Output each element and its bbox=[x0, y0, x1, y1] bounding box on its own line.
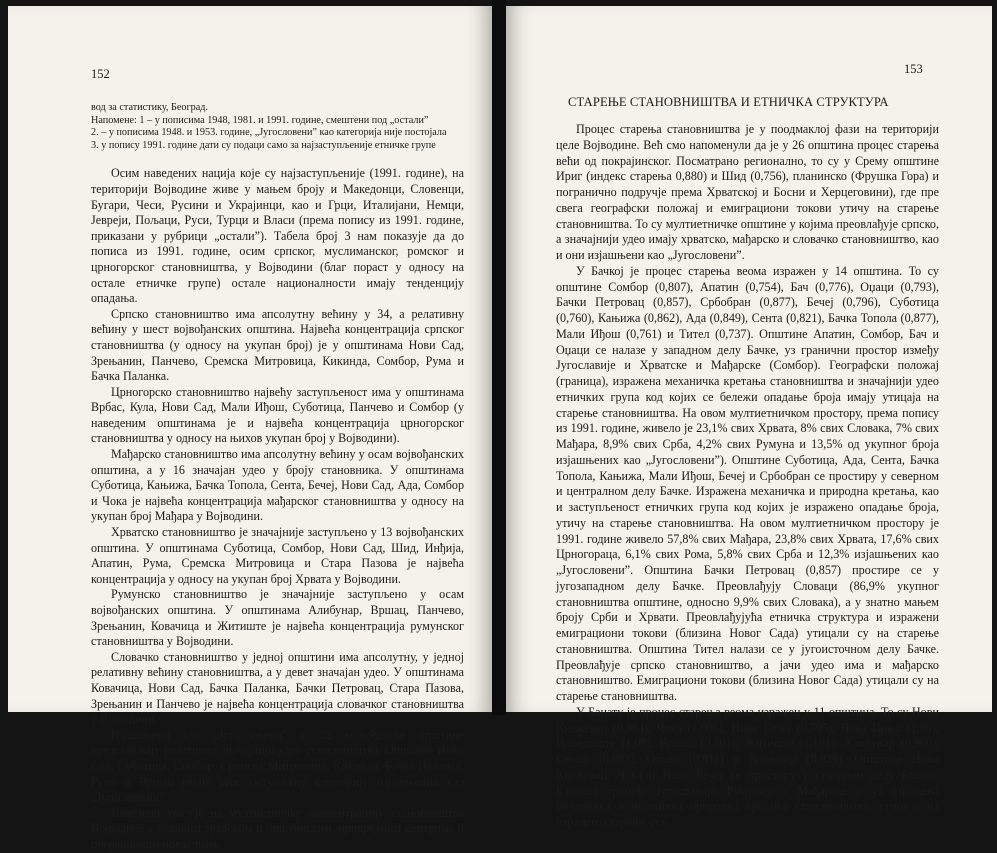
paragraph: Осим наведених нација које су најзаступљеније (1991. године), на територији Војводине живе у мањем броју и Македонци, Словенци, Бугари, Чеси, Русини и Украјинци, као и Грци, Италијани, Немци, Јевреји, Пољаци, Руси, Турци и Власи (према попису из 1991. године, приказани у рубрици „остали”). Табела број 3 нам показује да до пописа из 1991. године, осим српског, муслиманског, ромског и црногорског становништва, у Војводини (благ пораст у односу на остале етничке групе) остале националности имају тенденцију опадања. bbox=[91, 166, 464, 306]
paragraph: Словачко становништво у једној општини има апсолутну, у једној релативну већину становништва, а у девет значајан удео. У општинама Ковачица, Нови Сад, Бачка Паланка, Бачки Петровац, Стара Пазова, Зрењанин и Панчево је највећа концентрација словачког становништва у Војводини. bbox=[91, 649, 464, 727]
paragraph: Српско становништво има апсолутну већину у 34, а релативну већину у шест војвођанских општина. Највећа концентрација српског становништва (у односу на укупан број) је у општинама Нови Сад, Зрењанин, Панчево, Сремска Митровица, Кикинда, Сомбор, Рума и Бачка Паланка. bbox=[91, 306, 464, 384]
note-line: вод за статистику, Београд. bbox=[91, 102, 209, 113]
paragraph: Црногорско становништво највећу заступљеност има у општинама Врбас, Кула, Нови Сад, Мали Иђош, Суботица, Панчево и Сомбор (у наведеним општинама је и највећа концентрација црногорског становништва у односу на њихов укупан број у Војводини). bbox=[91, 384, 464, 446]
paragraph: Процес старења становништва је у поодмаклој фази на територији целе Војводине. Већ смо напоменули да је у 26 општина процес старења већи од покрајинског. Посматрано регионално, то су у Срему општине Ириг (индекс старења 0,880) и Шид (0,756), планинско (Фрушка Гора) и погранично подручје према Хрватској и Босни и Херцеговини), где пре свега географски положај и емиграциони токови утичу на старење становништва. То су мултиетничке општине у којима преовлађује српско, а значајнији удео имају хрватско, мађарско и словачко становништво, као и они изјашњени као „Југословени”. bbox=[556, 122, 939, 262]
paragraph: У Бачкој је процес старења веома изражен у 14 општина. То су општине Сомбор (0,807), Апатин (0,754), Бач (0,776), Оџаци (0,793), Бачки Петровац (0,857), Србобран (0,877), Бечеј (0,796), Суботица (0,760), Кањижа (0,862), Ада (0,849), Сента (0,821), Бачка Топола (0,877), Мали Иђош (0,761) и Тител (0,737). Општине Апатин, Сомбор, Бач и Оџаци се налазе у западном делу Бачке, уз гранични простор између Југославије и Хрватске и Мађарске (Сомбор). Географски положај (граница), изражена механичка кретања становништва и значајнији удео етничких група код којих се бележи опадање броја имају утицаја на старење становништва. На овом мултиетничком простору, према попису из 1991. године, живело је 23,1% свих Хрвата, 8% свих Словака, 7% свих Мађара, 8,9% свих Срба, 4,2% свих Румуна и 13,5% од укупног броја изјашњених као „Југословени”). Општине Суботица, Ада, Сента, Бачка Топола, Кањижа, Мали Иђош, Бечеј и Србобран се простиру у северном и централном делу Бачке. Изражена механичка и природна кретања, као и заступљеност етничких група код којих је изражено опадање броја, утичу на старење становништва. На овом мултиетничком простору је 1991. године живело 57,8% свих Мађара, 23,8% свих Хрвата, 17,6% свих Црногораца, 6,1% свих Рома, 5,8% свих Срба и 12,3% изјашњених као „Југословени”. Општина Бачки Петровац (0,857) простире се у југозападном делу Бачке. Преовлађују Словаци (86,9% укупног становништва општине, односно 9,9% свих Словака), а у знатно мањем броју Срби и Хрвати. Преовлађујућа етничка структура и изражени емиграциони токови (близина Новог Сада) утицали су на старење становништва. Општина Тител налази се у југоисточном делу Бачке. Преовлађује српско становништво, а јачи удео има и мађарско становништво. Емиграциони токови (близина Новог Сада) утицали су на старење становништва. bbox=[556, 263, 939, 703]
left-page bbox=[8, 6, 492, 851]
note-line: Напомене: 1 – у пописима 1948, 1981. и 1991. године, смештени под „остали” bbox=[91, 114, 429, 126]
table-notes bbox=[91, 102, 464, 152]
paragraph: У Банату је процес старења веома изражен у 11 општина. То су Нови Кнежевац (0,984), Чока (1,006), Нови Бечеј (0,795), Нова Црња (1,09), Пландиште (1,08), Вршац (0,801), Житиште (1,161), Алибунар (0,960), Сечањ (0,983), Опово (0,811) и Ковачица (0,829). Општине Нови Кнежевац, Чока и Нови Бечеј се простиру у северном делу Баната. Близина тромеђе Југославије, Румуније и Мађарске је уз изражена механичка и негативна природна кретања становништва, утицала на изразито старење ста- bbox=[556, 704, 939, 829]
paragraph: Наведено указује на мултиетничку концентрацију становништва Војводине у великим градским и општинским, привредним центрима и пограничним пределима. bbox=[91, 805, 464, 851]
left-text-column bbox=[91, 102, 464, 853]
section-heading: СТАРЕЊЕ СТАНОВНИШТВА И ЕТНИЧКА СТРУКТУРА bbox=[568, 95, 889, 109]
right-page bbox=[506, 6, 992, 829]
paragraph: Изјашњени као „Југословени” у 32 војвођанске општине представљају релативно значајнији удео становништва. Општине Нови Сад, Суботица, Сомбор, Сремска Митровица, Кикинда, Бачка Паланка, Рума и Вршац имају јаче заступљену категорију изјашњених као „Југословени”. bbox=[91, 727, 464, 805]
paragraph: Мађарско становништво има апсолутну већину у осам војвођанских општина, а у 16 значајан удео у броју становника. У општинама Суботица, Кањижа, Бачка Топола, Сента, Бечеј, Нови Сад, Ада, Сомбор и Чока је највећа концентрација мађарског становништва у односу на укупан број Мађара у Војводини. bbox=[91, 447, 464, 524]
note-line: 3. у попису 1991. године дати су подаци само за најзаступљеније етничке групе bbox=[91, 139, 436, 151]
page-number: 153 bbox=[904, 62, 923, 76]
paragraph: Хрватско становништво је значајније заступљено у 13 војвођанских општина. У општинама Суботица, Сомбор, Нови Сад, Шид, Инђија, Апатин, Рума, Сремска Митровица и Стара Пазова је највећа концентрација у односу на укупан број Хрвата у Војводини. bbox=[91, 525, 464, 586]
book-gutter bbox=[492, 0, 506, 715]
page-number: 152 bbox=[91, 67, 110, 81]
note-line: 2. – у пописима 1948. и 1953. године, „Југословени” као категорија није постојала bbox=[91, 127, 447, 139]
paragraph: Румунско становништво је значајније заступљено у осам војвођанских општина. У општинама Алибунар, Вршац, Панчево, Зрењанин, Ковачица и Житиште је највећа концентрација румунског становништва у Војводини. bbox=[91, 587, 464, 649]
right-text-column bbox=[556, 95, 939, 831]
